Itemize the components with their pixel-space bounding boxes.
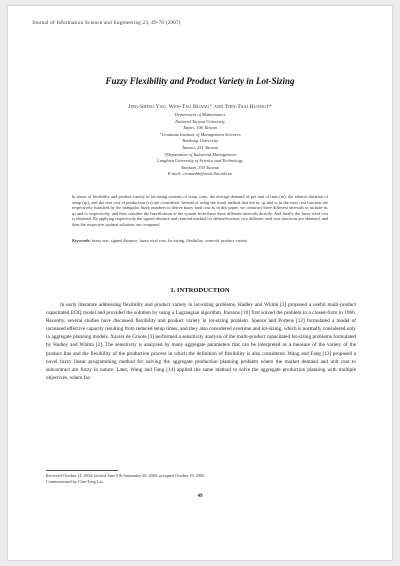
running-head: Journal of Information Science and Engineering 23, 49-70 (2007) — [32, 20, 181, 26]
author-list: Jing-Shing Yao, Wen-Tao Huang⁺ and Tien-Tsai Huang†* — [128, 104, 272, 110]
paper-page — [8, 6, 392, 560]
footnote-divider — [46, 470, 118, 471]
abstract: In terms of flexibility and product variety in lot-sizing systems of setup costs, the average demand of per unit of time (m), the relative duration of setup (qₖ), and the unit cost of production (cₖ) are considered. Instead of using the usual method that the m, qₖ and cₖ in the total cost function are respectively fuzzified by the triangular fuzzy numbers to derive fuzzy total cost as in this paper, we construct three different intervals to include m, qₖ and cₖ respectively, and then consider the fuzzification of the system from these three different intervals directly. And finally the fuzzy total cost is obtained. By applying respectively the signed distance and centroid method for defuzzification, two different total cost functions are obtained, and then the respective optimal solutions are computed. — [72, 194, 328, 227]
paper-title: Fuzzy Flexibility and Product Variety in Lot-Sizing — [105, 76, 295, 86]
affiliation-line: Tamkang University — [181, 138, 219, 144]
affiliation-line: ⁺Graduate Institute of Management Sciences — [159, 131, 241, 137]
footnote-communicated: Communicated by Chin-Teng Lin. — [46, 479, 104, 484]
keywords-label: Keywords: — [72, 238, 91, 243]
footnote-received: Received October 14, 2004; revised June 9 & September 28, 2005; accepted October 19, 2005. — [46, 473, 206, 478]
affiliation-line: Department of Mathematics — [174, 112, 226, 117]
introduction-text: In early literature addressing flexibility and product variety in lot-sizing problems, Hadley and Whitin [2] proposed a useful multi-product capacitated EOQ model and provided the solution by using a Lagrangian algorithm. Parsons [10] first solved the problem in a closed-form in 1966. Recently, several studies have discussed flexibility and product variety in lot-sizing problem. Spence and Porteus [12] formulated a model of increased effective capacity resulting from reduced setup times, and they also considered overtime and lot-sizing, which is normally considered only in aggregate planning models. Xavier de Groote [3] performed a sensitivity analysis of the multi-product capacitated lot-sizing problems formulated by Hadley and Whitin [2]. The sensitivity is analyzed by many aggregate parameters that can be interpreted as a measure of the variety of the product line and the flexibility of the production process in which the definition of flexibility is also considered. Wang and Fang [13] proposed a novel fuzzy linear programming method for solving the aggregate production planning problem where the market demand and unit cost to subcontract are fuzzy in nature. Later, Wang and Fang [14] applied the same method to solve the aggregate production planning with multiple objectives, where fac- — [46, 302, 356, 381]
author-email: E-mail: ctcmanhb@mail.lhu.edu.tw — [167, 171, 233, 177]
affiliation-line: †Department of Industrial Management — [164, 151, 236, 157]
affiliation-line: Lunghwa University of Science and Technology — [157, 158, 243, 164]
page-number: 49 — [197, 494, 203, 499]
affiliation-line: Tamsui, 251 Taiwan — [181, 145, 219, 150]
keywords-text: fuzzy sets, signed distance, fuzzy total cost, lot-sizing, flexibility, centroid, product variety — [91, 238, 248, 243]
affiliation-line: Taoyuan, 333 Taiwan — [180, 164, 220, 170]
section-heading: 1. INTRODUCTION — [170, 287, 230, 294]
affiliation-line: National Taiwan University — [175, 118, 225, 124]
affiliation-line: Taipei, 106 Taiwan — [182, 125, 218, 131]
keywords — [72, 238, 328, 244]
